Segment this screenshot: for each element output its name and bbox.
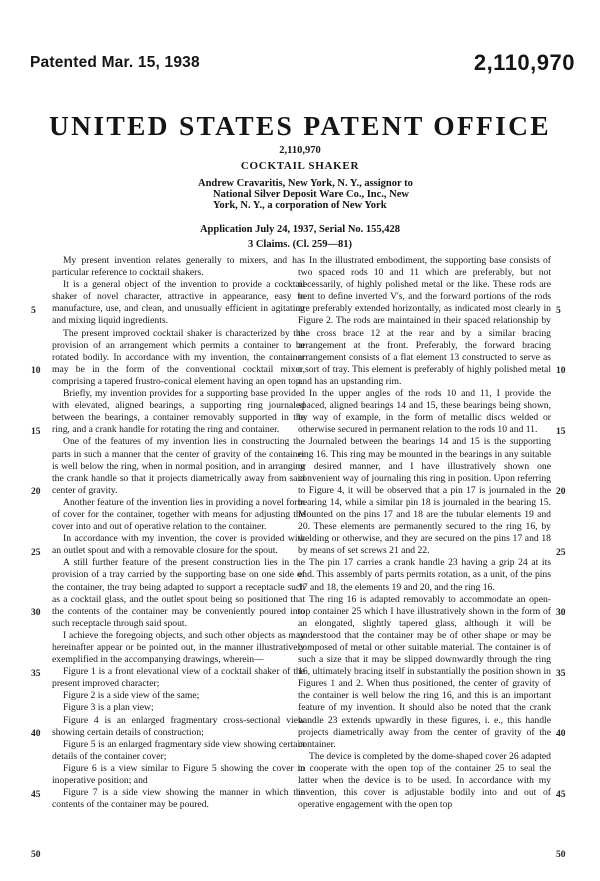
paragraph: It is a general object of the invention to provide a cocktail shaker of novel character, attractive in appearance, easy to manufacture, use, and clean, and unusually efficient in agitating and mixing liquid ingredients. xyxy=(52,279,305,327)
line-number: 10 xyxy=(556,366,566,376)
left-column xyxy=(52,255,305,811)
line-number: 30 xyxy=(31,608,41,618)
line-number: 25 xyxy=(556,548,566,558)
line-number: 15 xyxy=(31,427,41,437)
line-number: 10 xyxy=(31,366,41,376)
line-number: 50 xyxy=(556,850,566,860)
paragraph: The pin 17 carries a crank handle 23 having a grip 24 at its end. This assembly of parts permits rotation, as a unit, of the pins 17 and 18, the elements 19 and 20, and the ring 16. xyxy=(298,557,551,593)
office-heading: UNITED STATES PATENT OFFICE xyxy=(49,110,551,141)
right-column xyxy=(298,255,551,811)
line-number: 20 xyxy=(556,487,566,497)
line-number: 35 xyxy=(556,669,566,679)
line-number: 45 xyxy=(556,790,566,800)
inventor-line: National Silver Deposit Ware Co., Inc., New xyxy=(213,189,409,201)
paragraph: A still further feature of the present construction lies in the provision of a tray carried by the supporting base on one side of the container, the tray being adapted to support a receptacle such as a cocktail glass, and the outlet spout being so positioned that the contents of the container may be conveniently poured into such receptacle through said spout. xyxy=(52,557,305,629)
figure-description: Figure 1 is a front elevational view of a cocktail shaker of the present improved character; xyxy=(52,666,305,690)
figure-description: Figure 7 is a side view showing the manner in which the contents of the container may be poured. xyxy=(52,787,305,811)
line-number: 40 xyxy=(31,729,41,739)
paragraph: The ring 16 is adapted removably to accommodate an open-top container 25 which I have illustratively shown in the form of an elongated, slightly tapered glass, although it will be understood that the container may be of other shape or may be composed of metal or other suitable material. The container is of such a size that it may be slipped downwardly through the ring 16, ultimately bracing itself in substantially the position shown in Figures 1 and 2. When thus positioned, the center of gravity of the container is well below the ring 16, and this is an important feature of my invention. It should also be noted that the crank handle 23 extends upwardly in these figures, i. e., this handle projects diametrically away from the center of gravity of the container. xyxy=(298,593,551,750)
line-number: 5 xyxy=(31,306,36,316)
paragraph: The device is completed by the dome-shaped cover 26 adapted to cooperate with the open top of the container 25 to seal the latter when the device is to be used. In accordance with my invention, this cover is adjustable bodily into and out of operative engagement with the open top xyxy=(298,750,551,811)
paragraph: Another feature of the invention lies in providing a novel form of cover for the container, together with means for adjusting the cover into and out of operative relation to the container. xyxy=(52,496,305,533)
line-number: 50 xyxy=(31,850,41,860)
inventor-block xyxy=(198,178,448,212)
figure-description: Figure 5 is an enlarged fragmentary side view showing certain details of the container cover; xyxy=(52,738,305,762)
patent-number: 2,110,970 xyxy=(279,145,321,156)
patented-date: Patented Mar. 15, 1938 xyxy=(30,54,200,71)
inventor-line: Andrew Cravaritis, New York, N. Y., assignor to xyxy=(198,178,413,189)
claims-line: 3 Claims. (Cl. 259—81) xyxy=(247,239,353,250)
inventor-line: York, N. Y., a corporation of New York xyxy=(213,200,387,212)
line-number: 20 xyxy=(31,487,41,497)
paragraph: In accordance with my invention, the cover is provided with an outlet spout and with a removable closure for the spout. xyxy=(52,533,305,557)
paragraph: One of the features of my invention lies in constructing the parts in such a manner that the center of gravity of the container is well below the ring, when in normal position, and in arranging the crank handle so that it projects diametrically away from said center of gravity. xyxy=(52,436,305,496)
figure-description: Figure 3 is a plan view; xyxy=(63,702,154,714)
line-number: 30 xyxy=(556,608,566,618)
line-number: 35 xyxy=(31,669,41,679)
paragraph: Journaled between the bearings 14 and 15 is the supporting ring 16. This ring may be mounted in the bearings in any suitable or desired manner, and I have illustratively shown one convenient way of journaling this ring in position. Upon referring to Figure 4, it will be observed that a pin 17 is journaled in the bearing 14, while a similar pin 18 is journaled in the bearing 15. Mounted on the pins 17 and 18 are the tubular elements 19 and 20. These elements are permanently secured to the ring 16, by welding or otherwise, and they are secured on the pins 17 and 18 by means of set screws 21 and 22. xyxy=(298,436,551,557)
figure-description: Figure 2 is a side view of the same; xyxy=(63,690,200,702)
line-number: 40 xyxy=(556,729,566,739)
application-line: Application July 24, 1937, Serial No. 155,428 xyxy=(199,224,401,235)
paragraph: In the upper angles of the rods 10 and 11, I provide the spaced, aligned bearings 14 and 15, these bearings being shown, by way of example, in the form of metallic discs welded or otherwise secured in permanent relation to the rods 10 and 11. xyxy=(298,388,551,436)
patent-number-header: 2,110,970 xyxy=(473,50,575,75)
line-number: 25 xyxy=(31,548,41,558)
paragraph: My present invention relates generally to mixers, and has particular reference to cocktail shakers. xyxy=(52,255,305,279)
figure-description: Figure 6 is a view similar to Figure 5 showing the cover in inoperative position; and xyxy=(52,762,305,787)
line-number: 15 xyxy=(556,427,566,437)
paragraph: In the illustrated embodiment, the supporting base consists of two spaced rods 10 and 11 which are preferably, but not necessarily, of highly polished metal or the like. These rods are bent to define inverted V's, and the forward portions of the rods are preferably extended horizontally, as indicated most clearly in Figure 2. The rods are maintained in their spaced relationship by the cross brace 12 at the rear and by a similar bracing arrangement at the front. Preferably, the forward bracing arrangement consists of a flat element 13 constructed to serve as a sort of tray. This element is preferably of highly polished metal and has an upstanding rim. xyxy=(298,255,551,387)
line-number: 45 xyxy=(31,790,41,800)
invention-title: COCKTAIL SHAKER xyxy=(240,160,360,172)
paragraph: Briefly, my invention provides for a supporting base provided with elevated, aligned bearings, a supporting ring journaled between the bearings, a container removably supported in the ring, and a crank handle for rotating the ring and container. xyxy=(52,388,305,436)
paragraph: I achieve the foregoing objects, and such other objects as may hereinafter appear or be pointed out, in the manner illustratively exemplified in the accompanying drawings, wherein— xyxy=(52,629,305,666)
figure-description: Figure 4 is an enlarged fragmentary cross-sectional view showing certain details of construction; xyxy=(52,714,305,738)
paragraph: The present improved cocktail shaker is characterized by the provision of an arrangement which permits a container to be rotated bodily. In accordance with my invention, the container may be in the form of the conventional cocktail mixer, comprising a tapered frustro-conical element having an open top. xyxy=(52,327,305,387)
line-number: 5 xyxy=(556,306,561,316)
